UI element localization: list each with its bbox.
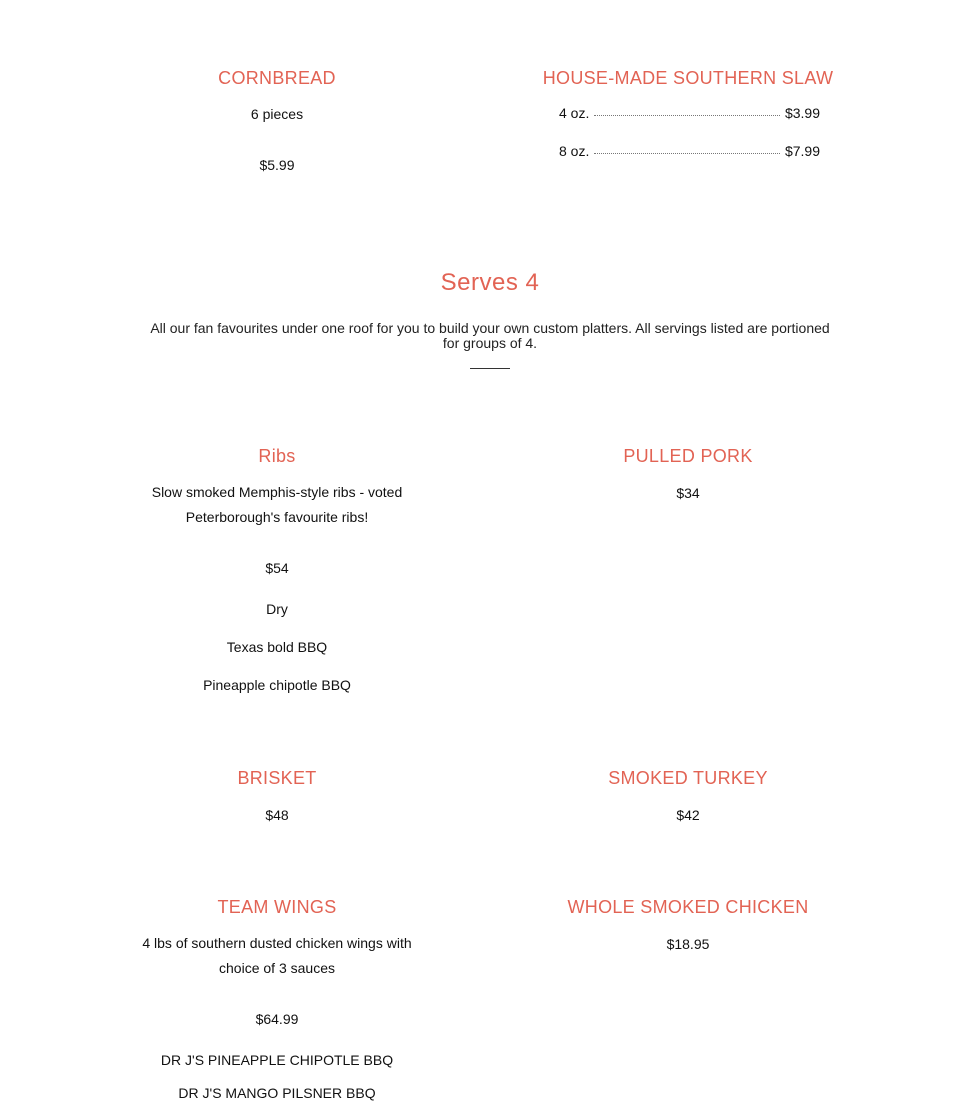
slaw-option-row: [559, 105, 820, 125]
slaw-option-label: 8 oz.: [559, 143, 590, 159]
dot-leader: [594, 153, 780, 154]
team-wings-sauce-option: DR J'S PINEAPPLE CHIPOTLE BBQ: [160, 1052, 394, 1068]
ribs-title: Ribs: [258, 446, 296, 466]
smoked-turkey-price: $42: [676, 807, 700, 823]
cornbread-description: 6 pieces: [250, 106, 304, 122]
section-divider: [470, 368, 510, 369]
whole-chicken-price: $18.95: [666, 936, 710, 952]
ribs-sauce-option: Pineapple chipotle BBQ: [203, 677, 351, 693]
team-wings-title: TEAM WINGS: [217, 897, 337, 917]
team-wings-description-line: choice of 3 sauces: [219, 960, 335, 976]
ribs-description-line: Slow smoked Memphis-style ribs - voted: [151, 484, 403, 500]
ribs-sauce-option: Dry: [266, 601, 288, 617]
ribs-price: $54: [265, 560, 289, 576]
cornbread-title: CORNBREAD: [218, 68, 336, 88]
brisket-item: [87, 767, 467, 789]
cornbread-item: [87, 67, 467, 89]
team-wings-price: $64.99: [255, 1011, 299, 1027]
team-wings-item: [87, 896, 467, 918]
slaw-title: HOUSE-MADE SOUTHERN SLAW: [542, 68, 834, 88]
brisket-price: $48: [265, 807, 289, 823]
slaw-item: [498, 67, 878, 89]
whole-chicken-title: WHOLE SMOKED CHICKEN: [567, 897, 809, 917]
smoked-turkey-title: SMOKED TURKEY: [608, 768, 768, 788]
pulled-pork-item: [498, 445, 878, 467]
brisket-title: BRISKET: [237, 768, 317, 788]
team-wings-sauce-option: DR J'S MANGO PILSNER BBQ: [178, 1085, 376, 1101]
ribs-description-line: Peterborough's favourite ribs!: [185, 509, 369, 525]
section-description: All our fan favourites under one roof for you to build your own custom platters. All servings listed are portioned for groups of 4.: [150, 320, 830, 351]
ribs-item: [87, 445, 467, 467]
pulled-pork-title: PULLED PORK: [623, 446, 753, 466]
team-wings-description-line: 4 lbs of southern dusted chicken wings with: [142, 935, 412, 951]
whole-chicken-item: [498, 896, 878, 918]
cornbread-price: $5.99: [259, 157, 295, 173]
smoked-turkey-item: [498, 767, 878, 789]
section-title: Serves 4: [440, 269, 540, 296]
slaw-option-price: $3.99: [784, 105, 820, 121]
slaw-option-row: [559, 143, 820, 163]
dot-leader: [594, 115, 780, 116]
slaw-option-label: 4 oz.: [559, 105, 590, 121]
pulled-pork-price: $34: [676, 485, 700, 501]
ribs-sauce-option: Texas bold BBQ: [226, 639, 328, 655]
slaw-option-price: $7.99: [784, 143, 820, 159]
